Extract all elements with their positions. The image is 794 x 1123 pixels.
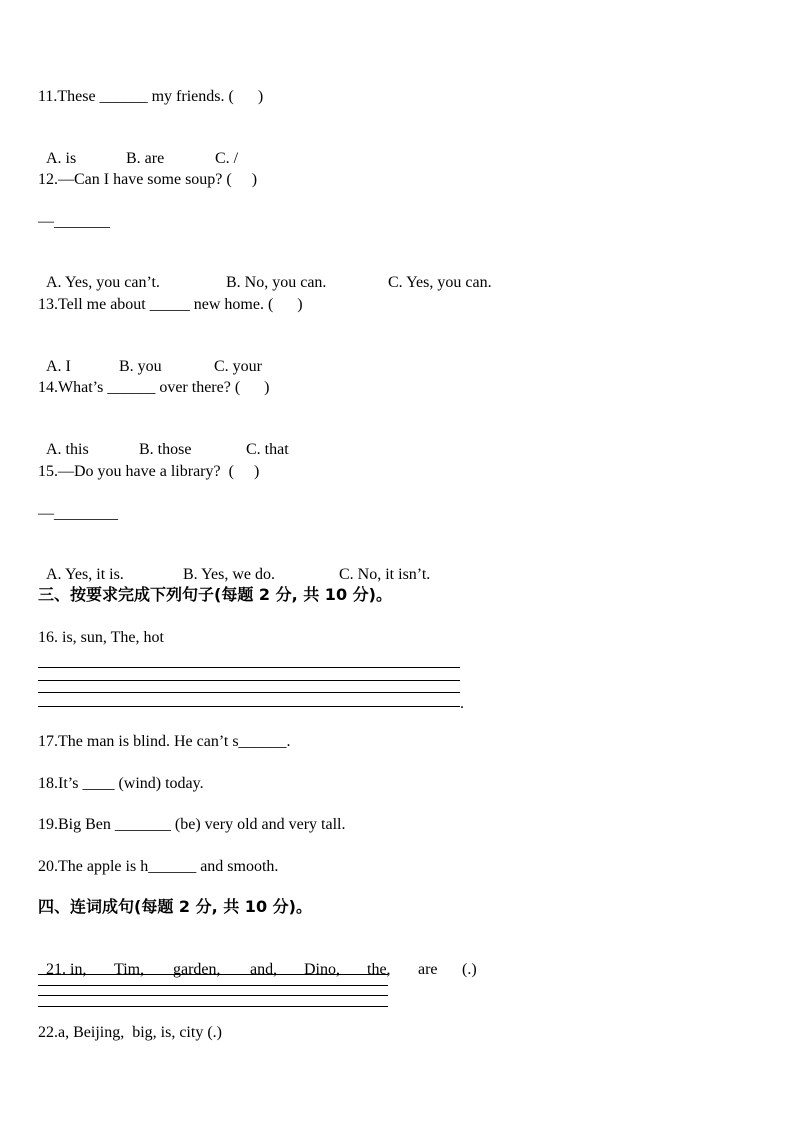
option-c[interactable]: C. No, it isn’t. <box>339 566 431 583</box>
option-b[interactable]: B. you <box>119 358 162 375</box>
question-11-options <box>38 129 238 169</box>
option-c[interactable]: C. that <box>246 441 289 458</box>
word: garden, <box>173 961 221 978</box>
section-3-heading: 三、按要求完成下列句子(每题 2 分, 共 10 分)。 <box>38 585 392 604</box>
writing-line[interactable] <box>38 667 460 668</box>
question-18: 18.It’s ____ (wind) today. <box>38 775 204 792</box>
question-15-answer-line: —________ <box>38 505 118 522</box>
option-a[interactable]: A. Yes, you can’t. <box>46 274 160 291</box>
option-b[interactable]: B. No, you can. <box>226 274 327 291</box>
word: the, <box>367 961 391 978</box>
sentence-end-period: . <box>460 695 464 712</box>
question-16-prompt: 16. is, sun, The, hot <box>38 629 164 646</box>
word: and, <box>250 961 278 978</box>
option-c[interactable]: C. / <box>215 150 239 167</box>
option-a[interactable]: A. Yes, it is. <box>46 566 124 583</box>
writing-line[interactable] <box>38 706 460 707</box>
question-22: 22.a, Beijing, big, is, city (.) <box>38 1024 222 1041</box>
option-b[interactable]: B. Yes, we do. <box>183 566 276 583</box>
question-13-options <box>38 337 262 377</box>
writing-line[interactable] <box>38 995 388 996</box>
question-15-stem: 15.—Do you have a library? ( ) <box>38 463 260 480</box>
question-12-stem: 12.—Can I have some soup? ( ) <box>38 171 258 188</box>
writing-line[interactable] <box>38 974 388 975</box>
writing-line[interactable] <box>38 680 460 681</box>
option-b[interactable]: B. those <box>139 441 192 458</box>
option-c[interactable]: C. your <box>214 358 262 375</box>
question-12-options <box>38 253 492 293</box>
question-13-stem: 13.Tell me about _____ new home. ( ) <box>38 296 303 313</box>
question-17: 17.The man is blind. He can’t s______. <box>38 733 291 750</box>
word: Tim, <box>114 961 145 978</box>
writing-line[interactable] <box>38 985 388 986</box>
option-c[interactable]: C. Yes, you can. <box>388 274 492 291</box>
word: 21. in, <box>46 961 87 978</box>
question-19: 19.Big Ben _______ (be) very old and very tall. <box>38 816 346 833</box>
writing-line[interactable] <box>38 1006 388 1007</box>
question-11-stem: 11.These ______ my friends. ( ) <box>38 88 264 105</box>
option-a[interactable]: A. this <box>46 441 89 458</box>
question-14-options <box>38 420 289 460</box>
question-15-options <box>38 545 430 585</box>
option-a[interactable]: A. is <box>46 150 77 167</box>
word: Dino, <box>304 961 340 978</box>
word: are <box>418 961 438 978</box>
word: (.) <box>462 961 477 978</box>
question-12-answer-line: —_______ <box>38 213 110 230</box>
option-a[interactable]: A. I <box>46 358 71 375</box>
section-4-heading: 四、连词成句(每题 2 分, 共 10 分)。 <box>38 897 312 916</box>
writing-line[interactable] <box>38 692 460 693</box>
option-b[interactable]: B. are <box>126 150 165 167</box>
question-20: 20.The apple is h______ and smooth. <box>38 858 279 875</box>
question-14-stem: 14.What’s ______ over there? ( ) <box>38 379 270 396</box>
